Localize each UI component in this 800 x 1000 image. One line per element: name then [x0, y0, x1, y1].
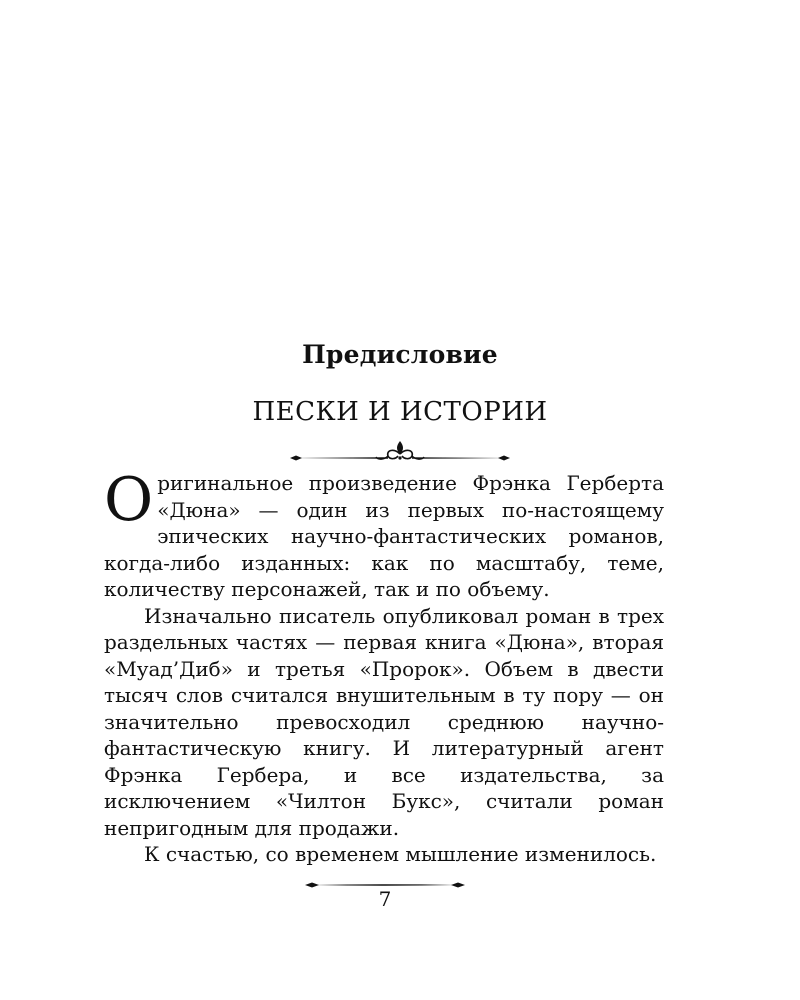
fleuron-divider-icon [290, 438, 510, 464]
paragraph [104, 465, 664, 603]
section-label: Предисловие [302, 340, 498, 369]
body-text [104, 465, 664, 868]
page-number: 7 [378, 887, 392, 911]
paragraph: К счастью, со временем мышление изменилось. [144, 842, 657, 866]
drop-cap: О [104, 465, 154, 535]
paragraph: Изначально писатель опубликовал роман в трех раздельных частях — первая книга «Дюна», вторая «Муад’Диб» и третья «Пророк». Объем в двести тысяч слов считался внушительным в ту пору — он значительно превосходил среднюю научно-фантастическую книгу. И литературный агент Фрэнка Гербера, и все издательства, за исключением «Чилтон Букс», считали роман непригодным для продажи. [104, 603, 664, 840]
paragraph-text: ригинальное произведение Фрэнка Герберта «Дюна» — один из первых по-настоящему эпических научно-фантастических романов, когда-либо изданных: как по масштабу, теме, количеству персонажей, так и по объему. [104, 471, 664, 601]
chapter-title: ПЕСКИ И ИСТОРИИ [252, 397, 548, 427]
